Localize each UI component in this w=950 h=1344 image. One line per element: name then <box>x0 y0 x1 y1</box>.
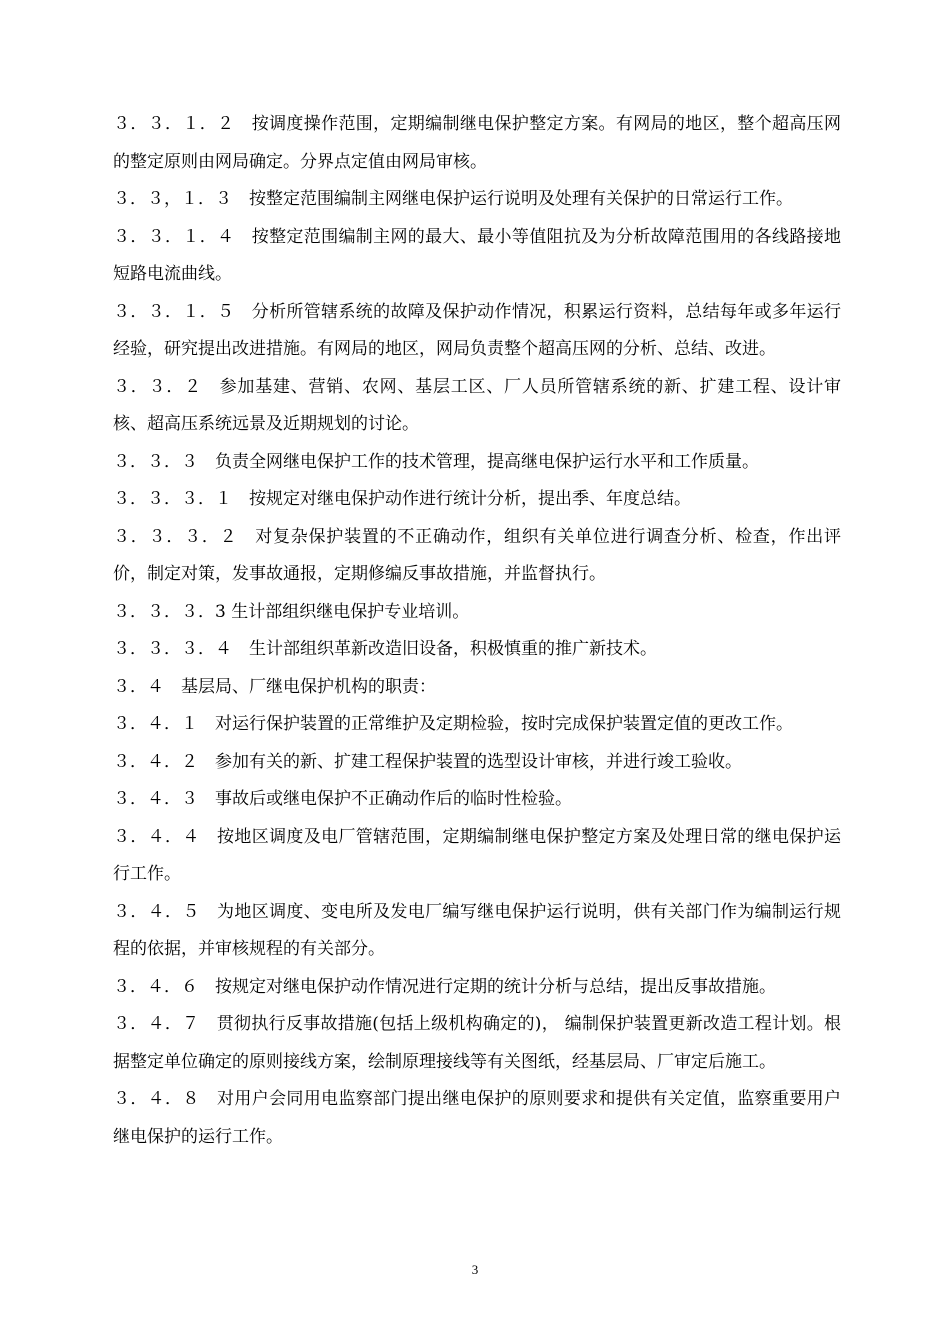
paragraph-3-3-1-5: ３．３．１．５ 分析所管辖系统的故障及保护动作情况，积累运行资料，总结每年或多年运行经验，研究提出改进措施。有网局的地区，网局负责整个超高压网的分析、总结、改进。 <box>113 301 841 359</box>
paragraph-3-4-3: ３．４．３ 事故后或继电保护不正确动作后的临时性检验。 <box>113 789 572 809</box>
paragraph-3-4-1: ３．４．１ 对运行保护装置的正常维护及定期检验，按时完成保护装置定值的更改工作。 <box>113 714 793 734</box>
paragraph-3-4-7: ３．４．７ 贯彻执行反事故措施(包括上级机构确定的)， 编制保护装置更新改造工程计划。根据整定单位确定的原则接线方案，绘制原理接线等有关图纸，经基层局、厂审定后施工。 <box>113 1014 841 1072</box>
paragraph-3-3-1-2: ３．３．１．２ 按调度操作范围，定期编制继电保护整定方案。有网局的地区，整个超高压网的整定原则由网局确定。分界点定值由网局审核。 <box>113 114 841 172</box>
paragraph-3-4-2: ３．４．２ 参加有关的新、扩建工程保护装置的选型设计审核，并进行竣工验收。 <box>113 751 742 772</box>
paragraph-3-3-3: ３．３．３ 负责全网继电保护工作的技术管理，提高继电保护运行水平和工作质量。 <box>113 451 759 472</box>
paragraph-3-3-1-4: ３．３．１．４ 按整定范围编制主网的最大、最小等值阻抗及为分析故障范围用的各线路接地短路电流曲线。 <box>113 226 841 284</box>
paragraph-3-4-6: ３．４．６ 按规定对继电保护动作情况进行定期的统计分析与总结，提出反事故措施。 <box>113 976 776 997</box>
paragraph-3-4-8: ３．４．８ 对用户会同用电监察部门提出继电保护的原则要求和提供有关定值，监察重要用户继电保护的运行工作。 <box>113 1089 841 1147</box>
section-heading-3-4: ３．４ 基层局、厂继电保护机构的职责： <box>113 676 436 697</box>
page-number: 3 <box>471 1262 479 1277</box>
paragraph-3-3-2: ３．３．２ 参加基建、营销、农网、基层工区、厂人员所管辖系统的新、扩建工程、设计审核、超高压系统远景及近期规划的讨论。 <box>113 376 841 434</box>
document-body <box>113 106 841 1156</box>
paragraph-3-4-5: ３．４．５ 为地区调度、变电所及发电厂编写继电保护运行说明，供有关部门作为编制运行规程的依据，并审核规程的有关部分。 <box>113 901 841 959</box>
paragraph-3-3-3-2: ３．３．３．２ 对复杂保护装置的不正确动作，组织有关单位进行调查分析、检查，作出评价，制定对策，发事故通报，定期修编反事故措施，并监督执行。 <box>113 526 841 584</box>
paragraph-3-3-3-1: ３．３．３．１ 按规定对继电保护动作进行统计分析，提出季、年度总结。 <box>113 489 691 509</box>
paragraph-3-3-1-3: ３．３，１．３ 按整定范围编制主网继电保护运行说明及处理有关保护的日常运行工作。 <box>113 189 793 209</box>
paragraph-3-4-4: ３．４．４ 按地区调度及电厂管辖范围，定期编制继电保护整定方案及处理日常的继电保护运行工作。 <box>113 826 841 884</box>
paragraph-3-3-3-4: ３．３．３．４ 生计部组织革新改造旧设备，积极慎重的推广新技术。 <box>113 639 657 659</box>
paragraph-3-3-3-3: ３．３．３．3 生计部组织继电保护专业培训。 <box>113 601 470 622</box>
